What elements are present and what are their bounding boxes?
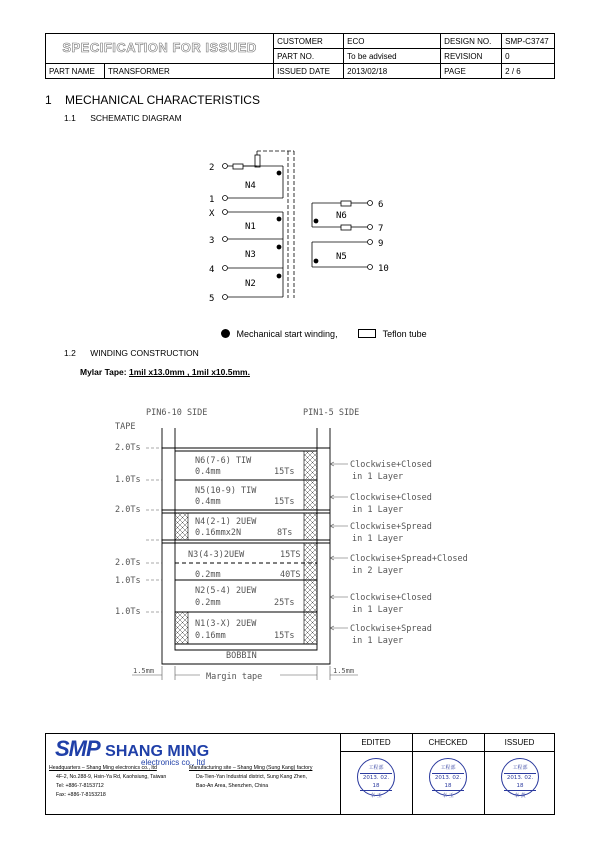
tape-label: TAPE xyxy=(115,422,136,432)
pin-x-terminal xyxy=(223,210,228,215)
hq-fax: Fax: +886-7-8153218 xyxy=(56,792,106,798)
design-no-value: SMP-C3747 xyxy=(502,34,555,49)
note-n3-2: in 2 Layer xyxy=(352,566,404,576)
note-n1-1: Clockwise+Spread xyxy=(350,624,432,634)
start-dot-n5 xyxy=(314,259,318,263)
revision-label: REVISION xyxy=(441,49,502,64)
pin-6-terminal xyxy=(368,201,373,206)
layer-n3-name: N3(4-3)2UEW xyxy=(188,550,245,560)
pin-7-terminal xyxy=(368,225,373,230)
issued-date-value: 2013/02/18 xyxy=(344,64,441,79)
margin-tape-right-n1 xyxy=(304,612,317,644)
pin-label-3: 3 xyxy=(209,236,215,246)
revision-value: 0 xyxy=(502,49,555,64)
margin-tape-label: Margin tape xyxy=(206,672,263,682)
winding-label-n5: N5 xyxy=(336,252,347,262)
teflon-tube-icon xyxy=(358,329,376,338)
pin-label-1: 1 xyxy=(209,195,215,205)
winding-label-n4: N4 xyxy=(245,181,256,191)
layer-n4-turns: 8Ts xyxy=(277,528,293,538)
layer-n2-turns: 25Ts xyxy=(274,598,295,608)
hq-addr: 4F-2, No.288-9, Hsin-Ya Rd, Kaohsiung, Taiwan xyxy=(56,774,167,780)
note-n4-2: in 1 Layer xyxy=(352,534,404,544)
edited-stamp-title: 工程部 xyxy=(368,765,384,771)
winding-construction-diagram xyxy=(100,400,500,690)
schematic-legend xyxy=(221,329,427,339)
pin-label-7: 7 xyxy=(378,224,384,234)
customer-label: CUSTOMER xyxy=(274,34,344,49)
checked-stamp xyxy=(429,758,467,799)
edited-stamp-name: 幸 玉 xyxy=(370,793,382,799)
section-1-title: MECHANICAL CHARACTERISTICS xyxy=(65,93,260,107)
start-winding-dot-icon xyxy=(221,329,230,338)
section-1-2-title: WINDING CONSTRUCTION xyxy=(90,348,199,358)
pin-1-terminal xyxy=(223,196,228,201)
teflon-tube-n4-top xyxy=(255,155,260,167)
pin-2-terminal xyxy=(223,164,228,169)
tape-n2: 1.0Ts xyxy=(115,576,141,586)
layer-n3-turns2: 40TS xyxy=(280,570,301,580)
spec-title: SPECIFICATION FOR ISSUED xyxy=(62,40,257,55)
layer-n3-wire: 0.2mm xyxy=(195,570,221,580)
section-1-2-number: 1.2 xyxy=(64,348,76,358)
layer-n6-name: N6(7-6) TIW xyxy=(195,456,252,466)
brand-name: SHANG MING xyxy=(105,743,210,760)
layer-n4-wire: 0.16mmx2N xyxy=(195,528,242,538)
margin-right-label: 1.5mm xyxy=(333,667,355,675)
layer-n2-name: N2(5-4) 2UEW xyxy=(195,586,257,596)
layer-n4-name: N4(2-1) 2UEW xyxy=(195,517,257,527)
teflon-tube-n6-a xyxy=(341,201,351,206)
checked-header: CHECKED xyxy=(428,738,468,747)
brand-sub: electronics co., ltd xyxy=(141,758,206,767)
tape-n5: 1.0Ts xyxy=(115,475,141,485)
design-no-label: DESIGN NO. xyxy=(441,34,502,49)
layer-n6-turns: 15Ts xyxy=(274,467,295,477)
layer-n5-wire: 0.4mm xyxy=(195,497,221,507)
layer-n6-wire: 0.4mm xyxy=(195,467,221,477)
layer-n3-turns: 15TS xyxy=(280,550,301,560)
start-dot-n1 xyxy=(277,217,281,221)
margin-tape-right-n4 xyxy=(304,513,317,540)
schematic-diagram xyxy=(195,143,405,308)
note-n1-2: in 1 Layer xyxy=(352,636,404,646)
layer-n1-turns: 15Ts xyxy=(274,631,295,641)
issued-header: ISSUED xyxy=(504,738,535,747)
header-table xyxy=(45,33,555,79)
winding-label-n6: N6 xyxy=(336,211,347,221)
issued-stamp-date: 2013. 02. 18 xyxy=(504,773,536,791)
issued-stamp xyxy=(501,758,539,799)
margin-left-label: 1.5mm xyxy=(133,667,155,675)
pin-9-terminal xyxy=(368,240,373,245)
section-1-heading xyxy=(45,93,260,107)
checked-stamp-title: 工程部 xyxy=(440,765,456,771)
pin-label-6: 6 xyxy=(378,200,384,210)
mf-title: Manufacturing site – Shang Ming (Sung Kang) factory xyxy=(189,765,313,771)
note-n2-2: in 1 Layer xyxy=(352,605,404,615)
note-n4-1: Clockwise+Spread xyxy=(350,522,432,532)
layer-n5-name: N5(10-9) TIW xyxy=(195,486,257,496)
legend-box-label: Teflon tube xyxy=(382,329,427,339)
teflon-tube-n4 xyxy=(233,164,243,169)
company-logo xyxy=(55,736,209,767)
note-n5-1: Clockwise+Closed xyxy=(350,493,432,503)
pin-label-10: 10 xyxy=(378,264,389,274)
mylar-label: Mylar Tape: xyxy=(80,367,127,377)
checked-stamp-date: 2013. 02. 18 xyxy=(432,773,464,791)
part-name-value: TRANSFORMER xyxy=(105,64,274,79)
winding-label-n1: N1 xyxy=(245,222,256,232)
legend-dot-label: Mechanical start winding, xyxy=(236,329,338,339)
hq-tel: Tel: +886-7-8153712 xyxy=(56,783,104,789)
hq-address xyxy=(49,764,166,800)
issued-stamp-title: 工程部 xyxy=(512,765,528,771)
pin-label-x: X xyxy=(209,209,215,219)
footer-divider-h xyxy=(340,751,555,752)
layer-n5-turns: 15Ts xyxy=(274,497,295,507)
section-1-1-heading xyxy=(64,113,182,123)
winding-label-n2: N2 xyxy=(245,279,256,289)
mf-address xyxy=(189,764,312,791)
note-n6-1: Clockwise+Closed xyxy=(350,460,432,470)
part-no-value: To be advised xyxy=(344,49,441,64)
margin-tape-left-n4 xyxy=(175,513,188,540)
right-side-label: PIN1-5 SIDE xyxy=(303,408,360,418)
mylar-value: 1mil x13.0mm , 1mil x10.5mm. xyxy=(128,367,250,377)
pin-label-9: 9 xyxy=(378,239,384,249)
section-1-number: 1 xyxy=(45,93,52,107)
part-name-label: PART NAME xyxy=(46,64,105,79)
teflon-tube-n6-b xyxy=(341,225,351,230)
pin-label-2: 2 xyxy=(209,163,215,173)
start-dot-n3 xyxy=(277,245,281,249)
layer-n1-name: N1(3-X) 2UEW xyxy=(195,619,257,629)
margin-tape-right-n2 xyxy=(304,580,317,612)
part-no-label: PART NO. xyxy=(274,49,344,64)
bobbin-label: BOBBIN xyxy=(226,651,257,661)
tape-n3: 2.0Ts xyxy=(115,558,141,568)
layer-n1-wire: 0.16mm xyxy=(195,631,226,641)
edited-header: EDITED xyxy=(361,738,391,747)
tape-n6: 2.0Ts xyxy=(115,443,141,453)
layer-n2-wire: 0.2mm xyxy=(195,598,221,608)
note-n6-2: in 1 Layer xyxy=(352,472,404,482)
checked-stamp-name: 幸 玉 xyxy=(442,793,454,799)
margin-tape-right-n3 xyxy=(304,543,317,580)
margin-tape-right-1 xyxy=(304,451,317,510)
note-n5-2: in 1 Layer xyxy=(352,505,404,515)
note-n2-1: Clockwise+Closed xyxy=(350,593,432,603)
pin-5-terminal xyxy=(223,295,228,300)
page-value: 2 / 6 xyxy=(502,64,555,79)
tape-n1: 1.0Ts xyxy=(115,607,141,617)
pin-label-4: 4 xyxy=(209,265,215,275)
spec-title-cell xyxy=(46,34,274,64)
margin-tape-left-n1 xyxy=(175,612,188,644)
logo-mark: SMP xyxy=(55,736,100,761)
pin-10-terminal xyxy=(368,265,373,270)
pin-3-terminal xyxy=(223,237,228,242)
customer-value: ECO xyxy=(344,34,441,49)
section-1-1-number: 1.1 xyxy=(64,113,76,123)
mf-addr1: Da-Tien-Yan Industrial district, Sung Kang Zhen, xyxy=(196,774,308,780)
section-1-1-title: SCHEMATIC DIAGRAM xyxy=(90,113,182,123)
left-side-label: PIN6-10 SIDE xyxy=(146,408,208,418)
winding-label-n3: N3 xyxy=(245,250,256,260)
mf-addr2: Bao-An Area, Shenzhen, China xyxy=(196,783,269,789)
start-dot-n4 xyxy=(277,171,281,175)
mylar-tape-spec xyxy=(80,367,250,377)
note-n3-1: Clockwise+Spread+Closed xyxy=(350,554,468,564)
start-dot-n6 xyxy=(314,219,318,223)
hq-title: Headquarters – Shang Ming electronics co., ltd xyxy=(49,765,157,771)
start-dot-n2 xyxy=(277,274,281,278)
edited-stamp xyxy=(357,758,395,799)
section-1-2-heading xyxy=(64,348,199,358)
page-label: PAGE xyxy=(441,64,502,79)
pin-4-terminal xyxy=(223,266,228,271)
pin-label-5: 5 xyxy=(209,294,215,304)
tape-n4: 2.0Ts xyxy=(115,505,141,515)
issued-date-label: ISSUED DATE xyxy=(274,64,344,79)
issued-stamp-name: 幸 黃 xyxy=(514,793,526,799)
edited-stamp-date: 2013. 02. 18 xyxy=(360,773,392,791)
